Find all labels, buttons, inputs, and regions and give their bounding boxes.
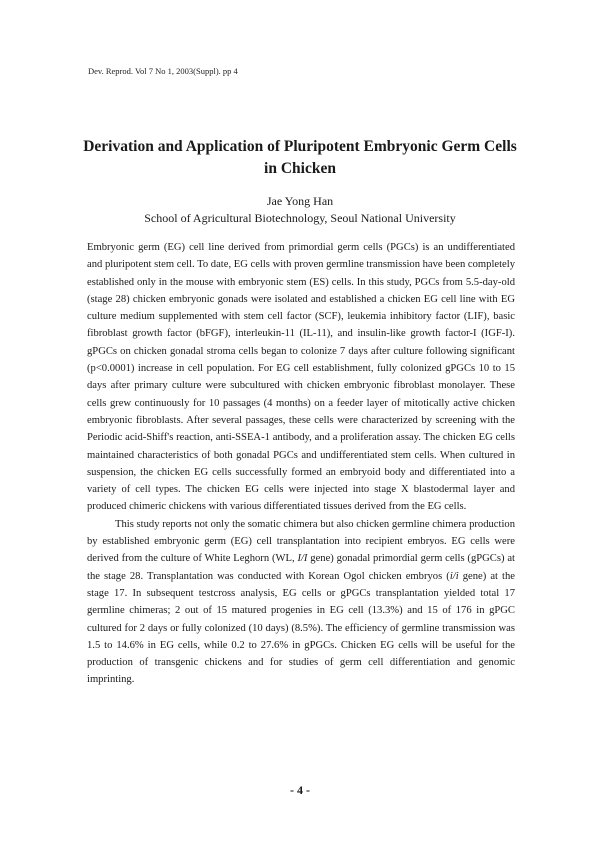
p2-text-a: This study reports not only the somatic chimera but also chicken germline chimera production by established embryonic germ (EG) cell transplantation into recipient embryos. EG cells were derived from the culture of White Leghorn (WL,: [87, 518, 515, 565]
paper-title: [60, 136, 540, 180]
journal-citation: Dev. Reprod. Vol 7 No 1, 2003(Suppl). pp 4: [88, 66, 238, 76]
title-line-2: in Chicken: [264, 160, 336, 177]
page-number: - 4 -: [290, 783, 310, 797]
title-line-1: Derivation and Application of Pluripotent Embryonic Germ Cells: [83, 138, 517, 155]
p2-text-b: gene) gonadal primordial germ cells (gPGCs) at the stage 28. Transplantation was conducted with Korean Ogol chicken embryos (: [87, 553, 515, 582]
p2-gene-italic-1: I/I: [297, 553, 308, 565]
abstract-body: [87, 239, 515, 689]
author-name: Jae Yong Han: [266, 194, 334, 208]
p2-text-c: gene) at the stage 17. In subsequent testcross analysis, EG cells or gPGCs transplantation yielded total 17 germline chimeras; 2 out of 15 matured progenies in EG cell (13.3%) and 15 of 176 in gPGC cultured for 2 days or fully colonized (10 days) (8.5%). The efficiency of germline transmission was 1.5 to 14.6% in EG cells, while 0.2 to 27.6% in gPGCs. Chicken EG cells will be useful for the production of transgenic chickens and for studies of germ cell differentiation and genomic imprinting.: [87, 570, 515, 686]
abstract-paragraph-2: [87, 516, 515, 689]
author-affiliation: School of Agricultural Biotechnology, Seoul National University: [144, 211, 456, 225]
p2-gene-italic-2: i/i: [449, 570, 459, 582]
abstract-paragraph-1: Embryonic germ (EG) cell line derived from primordial germ cells (PGCs) is an undifferentiated and pluripotent stem cell. To date, EG cells with proven germline transmission have been completely established only in the mouse with embryonic stem (ES) cells. In this study, PGCs from 5.5-day-old (stage 28) chicken embryonic gonads were isolated and established a chicken EG cell line with EG culture medium supplemented with stem cell factor (SCF), leukemia inhibitory factor (LIF), basic fibroblast growth factor (bFGF), interleukin-11 (IL-11), and insulin-like growth factor-I (IGF-I). gPGCs on chicken gonadal stroma cells began to colonize 7 days after culture following significant (p<0.0001) increase in cell population. For EG cell establishment, fully colonized gPGCs 10 to 15 days after primary culture were subcultured with chicken embryonic fibroblast monolayer. These cells grew continuously for 10 passages (4 months) on a feeder layer of mitotically active chicken embryonic fibroblasts. After several passages, these cells were characterized by screening with the Periodic acid-Shiff's reaction, anti-SSEA-1 antibody, and a proliferation assay. The chicken EG cells maintained characteristics of both gonadal PGCs and undifferentiated stem cells. When cultured in suspension, the chicken EG cells successfully formed an embryoid body and differentiated into a variety of cell types. The chicken EG cells were injected into stage X blastodermal layer and produced chimeric chickens with various differentiated tissues derived from the EG cells.: [87, 242, 515, 513]
